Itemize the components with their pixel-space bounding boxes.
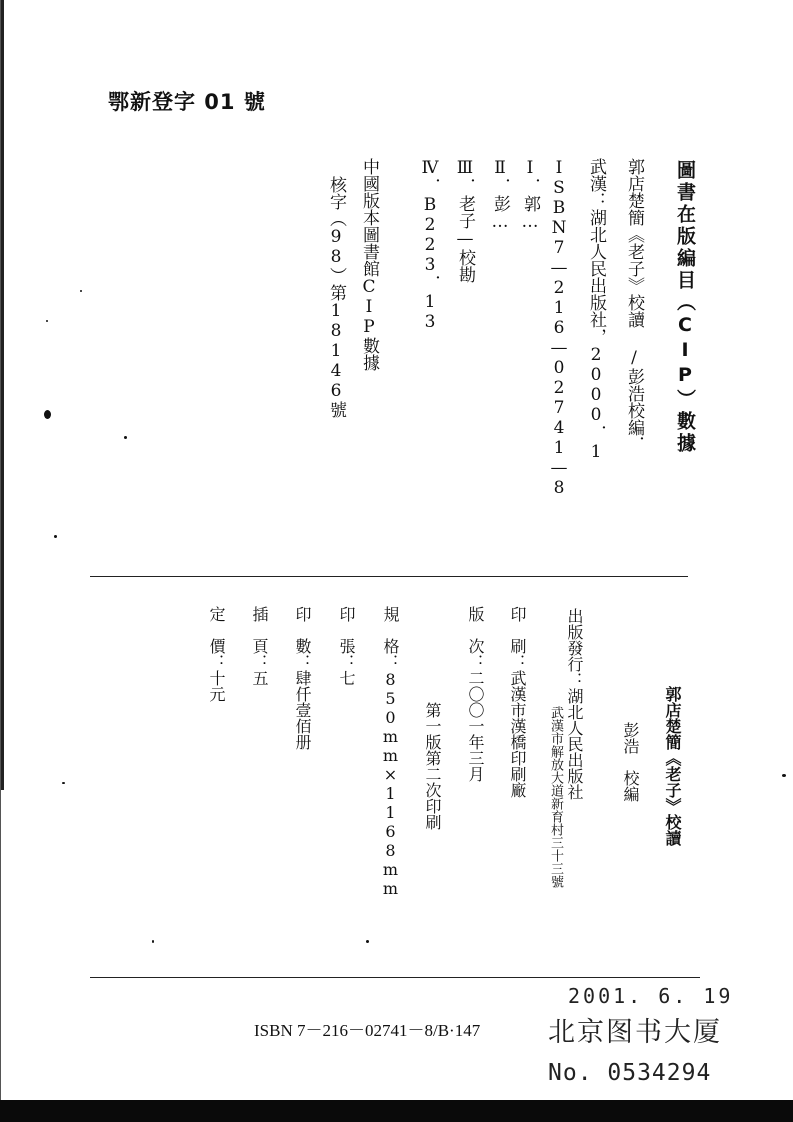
cip-title-line: 郭店楚簡《老子》校讀 /彭浩校編． — [624, 158, 644, 453]
cip-publisher-line: 武漢：湖北人民出版社，2000．1 — [586, 158, 606, 462]
scan-speck — [46, 320, 48, 322]
colophon-edition: 版 次：二〇〇一年三月 — [466, 606, 485, 782]
isbn-footer: ISBN 7－216－02741－8/B·147 — [254, 1021, 481, 1040]
colophon-editor: 彭浩 校編 — [621, 722, 640, 802]
cip-record-number: 核字（98）第18146號 — [326, 176, 346, 418]
divider-bottom — [90, 977, 700, 978]
colophon-sheets: 印 張：七 — [337, 606, 356, 686]
scan-speck — [782, 774, 786, 777]
cip-heading: 圖書在版編目（CIP）數據 — [674, 160, 696, 455]
divider-top — [90, 576, 688, 577]
colophon-plates: 插 頁：五 — [250, 606, 269, 686]
colophon-title: 郭店楚簡《老子》校讀 — [663, 686, 682, 846]
scan-bottom-band — [0, 1100, 793, 1122]
scan-speck — [44, 410, 51, 419]
scan-speck — [366, 940, 369, 943]
stamp-date: 2001. 6. 19 — [568, 984, 734, 1008]
stamp-library: 北京图书大厦 — [548, 1017, 722, 1048]
cip-index-3: Ⅲ．老子—校勘 — [455, 158, 475, 283]
colophon-copies: 印 數：肆仟壹佰册 — [293, 606, 312, 750]
colophon-format: 規 格：850mm×1168mm — [381, 606, 400, 898]
cip-isbn-line: ISBN7—216—02741—8 — [549, 158, 569, 498]
scan-edge-line — [0, 0, 1, 1122]
scan-speck — [80, 290, 82, 292]
colophon-publisher: 出版發行：湖北人民出版社 — [565, 608, 584, 800]
scan-speck — [54, 535, 57, 538]
publication-permit: 鄂新登字 01 號 — [108, 90, 266, 114]
cip-index-2: Ⅱ．彭… — [490, 158, 510, 232]
colophon-printing: 第一版第二次印刷 — [423, 702, 442, 830]
scan-speck — [152, 940, 154, 943]
scan-speck — [124, 436, 127, 439]
scan-speck — [62, 782, 65, 784]
colophon-price: 定 價：十元 — [207, 606, 226, 702]
colophon-address: 武漢市解放大道新育村三十三號 — [548, 706, 563, 888]
cip-library-line: 中國版本圖書館CIP數據 — [359, 158, 379, 371]
colophon-printer: 印 刷：武漢市漢橋印刷廠 — [508, 606, 527, 798]
stamp-number: No. 0534294 — [548, 1060, 712, 1086]
cip-index-1: Ⅰ．郭… — [520, 158, 540, 232]
cip-index-4: Ⅳ．B223．13 — [420, 158, 440, 332]
